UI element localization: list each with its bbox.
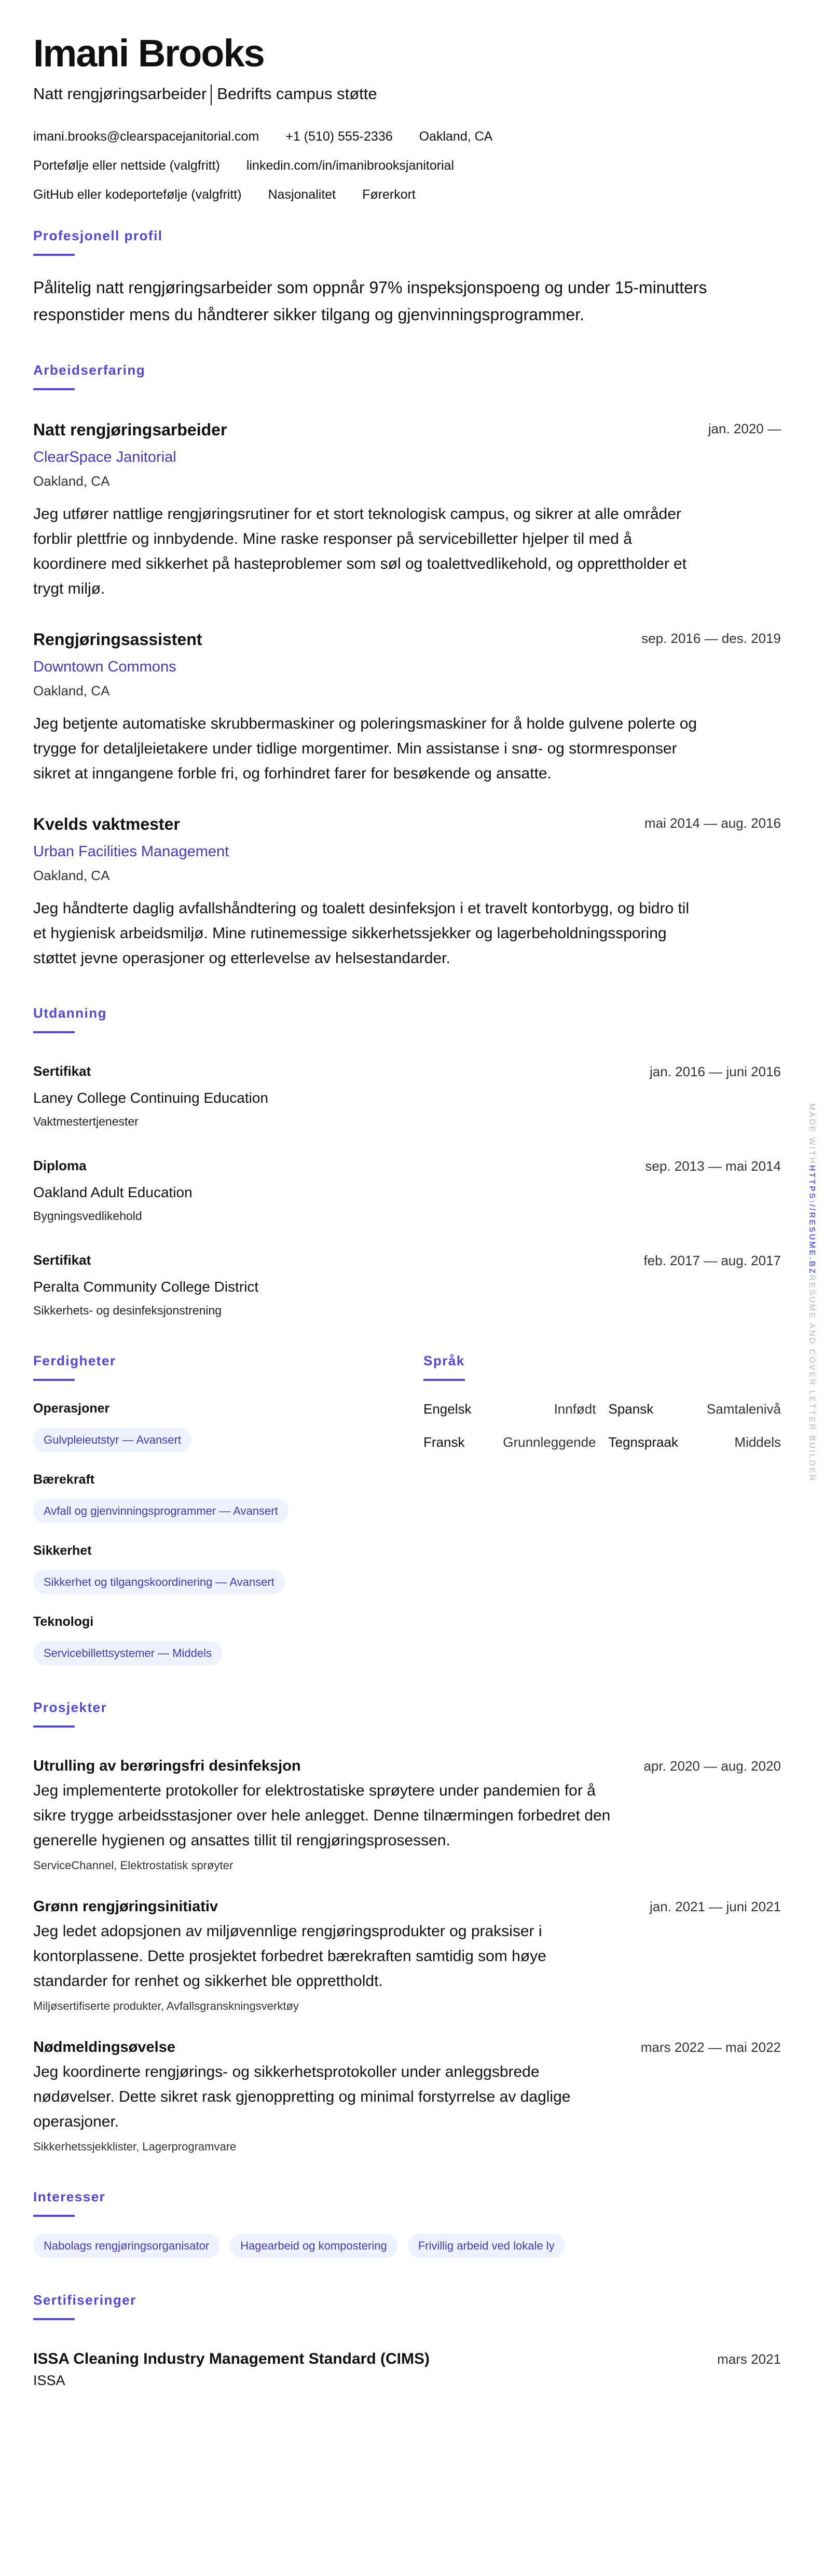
skill-tags xyxy=(33,1428,411,1452)
school-name: Laney College Continuing Education xyxy=(33,1089,268,1106)
profile-section xyxy=(33,227,781,328)
degree: Diploma xyxy=(33,1157,87,1173)
project-description: Jeg implementerte protokoller for elektrostatiske sprøytere under pandemien for å sikre trygge arbeidsstasjoner over hele anlegget. Denne tilnærmingen forbedret den generelle hygienen og ansattes tillit til rengjøringsprosessen. xyxy=(33,1782,611,1849)
job-entry xyxy=(33,814,781,971)
language-item xyxy=(609,1433,781,1451)
education-header xyxy=(33,1157,781,1175)
interest-tags xyxy=(33,2234,781,2258)
education-entry xyxy=(33,1251,781,1319)
education-entry xyxy=(33,1062,781,1130)
project-header xyxy=(33,1757,781,1775)
headline xyxy=(33,84,781,105)
language-item xyxy=(423,1400,596,1418)
skill-tags xyxy=(33,1499,411,1523)
certification-issuer: ISSA xyxy=(33,2372,65,2388)
language-item xyxy=(423,1433,596,1451)
section-divider xyxy=(33,1379,75,1381)
skill-tag: Avfall og gjenvinningsprogrammer — Avansert xyxy=(33,1499,289,1523)
field-of-study: Sikkerhets- og desinfeksjonstrening xyxy=(33,1303,222,1317)
skill-tags xyxy=(33,1641,411,1665)
certifications-section xyxy=(33,2291,781,2389)
job-header xyxy=(33,629,781,650)
certification-list xyxy=(33,2350,781,2389)
linkedin-link[interactable]: linkedin.com/in/imanibrooksjanitorial xyxy=(246,158,454,173)
language-list xyxy=(423,1400,781,1451)
job-header xyxy=(33,419,781,440)
language-item xyxy=(609,1400,781,1418)
resume-builder-watermark xyxy=(806,1103,817,1482)
section-heading: Sertifiseringer xyxy=(33,2292,136,2308)
email-link[interactable]: imani.brooks@clearspacejanitorial.com xyxy=(33,129,259,144)
education-dates: feb. 2017 — aug. 2017 xyxy=(643,1252,781,1268)
skill-tags xyxy=(33,1570,411,1594)
section-heading: Prosjekter xyxy=(33,1699,107,1715)
skill-groups xyxy=(33,1400,411,1665)
skill-tag: Servicebillettsystemer — Middels xyxy=(33,1641,222,1665)
headline-role: Natt rengjøringsarbeider xyxy=(33,85,207,103)
project-list xyxy=(33,1757,781,2155)
profile-summary: Pålitelig natt rengjøringsarbeider som oppnår 97% inspeksjonspoeng og under 15-minutters responstider mens du håndterer sikker tilgang og gjenvinningsprogrammer. xyxy=(33,278,707,324)
education-dates: sep. 2013 — mai 2014 xyxy=(645,1158,781,1174)
section-divider xyxy=(33,2215,75,2217)
candidate-name: Imani Brooks xyxy=(33,32,264,75)
skill-group-label: Sikkerhet xyxy=(33,1543,92,1558)
certification-date: mars 2021 xyxy=(717,2351,781,2367)
field-of-study: Bygningsvedlikehold xyxy=(33,1209,142,1223)
skills-languages-row xyxy=(33,1352,781,1665)
watermark-suffix: RESUME AND COVER LETTER BUILDER xyxy=(807,1275,816,1483)
section-divider xyxy=(33,254,75,256)
skill-tag: Sikkerhet og tilgangskoordinering — Avansert xyxy=(33,1570,285,1594)
field-of-study: Vaktmestertjenester xyxy=(33,1114,139,1128)
school-name: Peralta Community College District xyxy=(33,1278,259,1295)
project-header xyxy=(33,2038,781,2057)
language-level: Grunnleggende xyxy=(503,1434,596,1450)
contact-row xyxy=(33,156,781,175)
project-tech: Miljøsertifiserte produkter, Avfallsgranskningsverktøy xyxy=(33,1999,299,2012)
skill-group-label: Operasjoner xyxy=(33,1401,110,1416)
contact-info xyxy=(33,127,781,204)
github-link[interactable]: GitHub eller kodeportefølje (valgfritt) xyxy=(33,187,242,202)
job-location: Oakland, CA xyxy=(33,867,110,883)
headline-focus: Bedrifts campus støtte xyxy=(217,85,377,103)
company-name: ClearSpace Janitorial xyxy=(33,448,176,465)
project-entry xyxy=(33,1897,781,2014)
location: Oakland, CA xyxy=(419,129,493,144)
section-heading: Profesjonell profil xyxy=(33,227,163,243)
company-name: Downtown Commons xyxy=(33,658,176,675)
language-name: Tegnspraak xyxy=(608,1434,678,1450)
project-tech: Sikkerhetssjekklister, Lagerprogramvare xyxy=(33,2140,237,2153)
language-level: Samtalenivå xyxy=(706,1401,781,1417)
certification-header xyxy=(33,2350,781,2368)
interest-tag: Hagearbeid og kompostering xyxy=(230,2234,397,2258)
section-divider xyxy=(423,1379,465,1381)
contact-row xyxy=(33,185,781,204)
job-entry xyxy=(33,629,781,786)
education-section xyxy=(33,1004,781,1319)
project-description: Jeg koordinerte rengjørings- og sikkerhetsprotokoller under anleggsbrede nødøvelser. Dette sikret rask gjenoppretting og minimal forstyrrelse av daglige operasjoner. xyxy=(33,2063,571,2130)
drivers-license: Førerkort xyxy=(362,187,416,202)
company-name: Urban Facilities Management xyxy=(33,843,229,860)
project-header xyxy=(33,1897,781,1916)
language-name: Spansk xyxy=(608,1401,654,1417)
nationality: Nasjonalitet xyxy=(268,187,336,202)
project-description: Jeg ledet adopsjonen av miljøvennlige rengjøringsprodukter og praksiser i kontorplassene. Dette prosjektet forbedret bærekraften samtidig som høye standarder for renhet og sikkerhet ble opprettholdt. xyxy=(33,1922,546,1990)
project-dates: apr. 2020 — aug. 2020 xyxy=(643,1758,781,1774)
education-entry xyxy=(33,1157,781,1224)
education-header xyxy=(33,1251,781,1270)
job-title: Rengjøringsassistent xyxy=(33,629,202,649)
phone-link[interactable]: +1 (510) 555-2336 xyxy=(285,129,393,144)
project-dates: jan. 2021 — juni 2021 xyxy=(650,1898,781,1914)
skill-group xyxy=(33,1471,411,1523)
job-location: Oakland, CA xyxy=(33,682,110,698)
skill-group-label: Bærekraft xyxy=(33,1472,95,1487)
project-title: Grønn rengjøringsinitiativ xyxy=(33,1898,218,1915)
section-heading: Interesser xyxy=(33,2188,106,2204)
interest-tag: Frivillig arbeid ved lokale ly xyxy=(408,2234,565,2258)
interest-tag: Nabolags rengjøringsorganisator xyxy=(33,2234,219,2258)
skills-section xyxy=(33,1352,411,1665)
job-description: Jeg utfører nattlige rengjøringsrutiner for et stort teknologisk campus, og sikrer at alle områder forblir plettfrie og innbydende. Mine raske responser på servicebilletter hjelper til med å koordinere med sikkerhet på hasteproblemer som søl og toalettvedlikehold, og opprettholder et trygt miljø. xyxy=(33,505,687,597)
section-heading: Ferdigheter xyxy=(33,1352,116,1368)
skill-group xyxy=(33,1542,411,1594)
project-tech: ServiceChannel, Elektrostatisk sprøyter xyxy=(33,1858,234,1872)
projects-section xyxy=(33,1698,781,2155)
project-title: Utrulling av berøringsfri desinfeksjon xyxy=(33,1757,301,1774)
section-divider xyxy=(33,1725,75,1728)
skill-group xyxy=(33,1400,411,1452)
job-list xyxy=(33,419,781,971)
headline-separator xyxy=(211,85,212,105)
section-divider xyxy=(33,2318,75,2320)
job-header xyxy=(33,814,781,834)
section-heading: Språk xyxy=(423,1352,465,1368)
job-description: Jeg betjente automatiske skrubbermaskiner og poleringsmaskiner for å holde gulvene polerte og trygge for detaljleietakere under tidlige morgentimer. Min assistanse i snø- og stormresponser sikret at inngangene forble fri, og forhindret farer for besøkende og ansatte. xyxy=(33,715,697,782)
skill-group-label: Teknologi xyxy=(33,1614,94,1629)
certification-title: ISSA Cleaning Industry Management Standard (CIMS) xyxy=(33,2350,430,2367)
job-dates: sep. 2016 — des. 2019 xyxy=(641,630,781,646)
resume-page xyxy=(33,33,781,2389)
section-heading: Utdanning xyxy=(33,1005,107,1021)
section-divider xyxy=(33,388,75,390)
project-entry xyxy=(33,1757,781,1873)
interests-section xyxy=(33,2188,781,2258)
job-location: Oakland, CA xyxy=(33,473,110,489)
language-name: Fransk xyxy=(423,1434,465,1450)
language-name: Engelsk xyxy=(423,1401,472,1417)
skill-tag: Gulvpleieutstyr — Avansert xyxy=(33,1428,191,1452)
degree: Sertifikat xyxy=(33,1252,91,1268)
education-dates: jan. 2016 — juni 2016 xyxy=(650,1063,781,1079)
project-dates: mars 2022 — mai 2022 xyxy=(640,2039,781,2055)
job-description: Jeg håndterte daglig avfallshåndtering og toalett desinfeksjon i et travelt kontorbygg, og bidro til et hygienisk arbeidsmiljø. Mine rutinemessige sikkerhetssjekker og lagerbeholdningssporing støttet jevne operasjoner og etterlevelse av helsestandarder. xyxy=(33,899,690,967)
job-dates: jan. 2020 — xyxy=(708,420,781,436)
watermark-link[interactable]: HTTPS://RESUME.BZ xyxy=(807,1164,816,1275)
experience-section xyxy=(33,361,781,971)
job-dates: mai 2014 — aug. 2016 xyxy=(644,815,781,831)
degree: Sertifikat xyxy=(33,1063,91,1079)
school-name: Oakland Adult Education xyxy=(33,1184,193,1200)
job-title: Kvelds vaktmester xyxy=(33,814,180,833)
certification-entry xyxy=(33,2350,781,2389)
resume-header xyxy=(33,33,781,204)
education-list xyxy=(33,1062,781,1319)
language-level: Innfødt xyxy=(554,1401,596,1417)
watermark-prefix: MADE WITH xyxy=(807,1103,816,1165)
language-level: Middels xyxy=(734,1434,781,1450)
job-title: Natt rengjøringsarbeider xyxy=(33,420,227,439)
education-header xyxy=(33,1062,781,1081)
project-entry xyxy=(33,2038,781,2155)
section-divider xyxy=(33,1031,75,1033)
job-entry xyxy=(33,419,781,601)
languages-section xyxy=(423,1352,781,1665)
skill-group xyxy=(33,1613,411,1665)
section-heading: Arbeidserfaring xyxy=(33,362,146,378)
portfolio-link[interactable]: Portefølje eller nettside (valgfritt) xyxy=(33,158,220,173)
project-title: Nødmeldingsøvelse xyxy=(33,2038,175,2056)
contact-row xyxy=(33,127,781,146)
